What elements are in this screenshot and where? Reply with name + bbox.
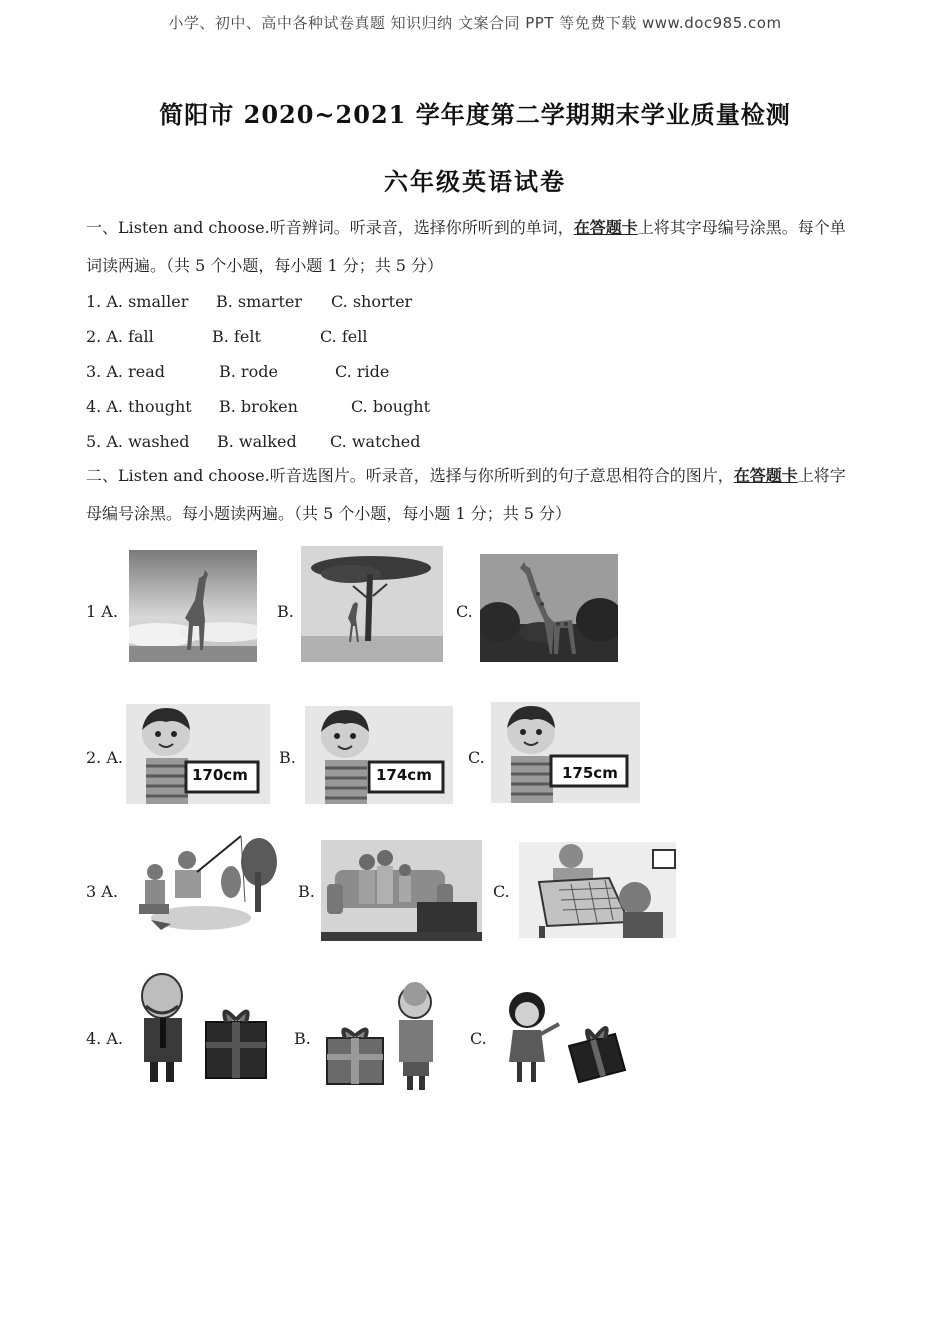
- section2-intro-line2: 母编号涂黑。每小题读两遍。（共 5 个小题，每小题 1 分；共 5 分）: [86, 504, 572, 523]
- section1-answer-card-emphasis: 在答题卡: [573, 218, 638, 237]
- grandpa-with-gift-picture: [136, 972, 270, 1084]
- exam-title: 简阳市 2020~2021 学年度第二学期期末学业质量检测: [159, 100, 791, 129]
- section1-intro-line2: 词读两遍。（共 5 个小题，每小题 1 分；共 5 分）: [86, 256, 444, 275]
- section1-instructions: [86, 209, 861, 285]
- q2-option-b: B. felt: [212, 327, 261, 346]
- row4-label-b: B.: [294, 1029, 311, 1048]
- q1-option-c: C. shorter: [331, 292, 413, 311]
- section2-intro-part1: 二、Listen and choose.听音选图片。听录音，选择与你所听到的句子意思相符合的图片，: [86, 466, 734, 485]
- family-fishing-picture: [131, 832, 280, 934]
- playing-chess-picture: [519, 842, 676, 938]
- exam-subtitle: 六年级英语试卷: [384, 167, 566, 196]
- row1-label-c: C.: [456, 602, 473, 621]
- boy-height-picture-c: [491, 702, 640, 803]
- site-header-banner: 小学、初中、高中各种试卷真题 知识归纳 文案合同 PPT 等免费下载 www.doc985.com: [168, 14, 782, 32]
- q4-option-b: B. broken: [219, 397, 298, 416]
- row2-label-a: 2. A.: [86, 748, 123, 767]
- q1-option-a: 1. A. smaller: [86, 292, 189, 311]
- q4-option-c: C. bought: [351, 397, 430, 416]
- row3-label-b: B.: [298, 882, 315, 901]
- row2-label-c: C.: [468, 748, 485, 767]
- height-tag-b: 174cm: [376, 766, 432, 784]
- section2-instructions: [86, 457, 861, 533]
- height-tag-a: 170cm: [192, 766, 248, 784]
- section2-intro-part2: 上将字: [797, 466, 846, 485]
- giraffe-under-tree-picture: [301, 546, 443, 662]
- section1-intro-part2: 上将其字母编号涂黑。每个单: [637, 218, 846, 237]
- height-tag-c: 175cm: [562, 764, 618, 782]
- q4-option-a: 4. A. thought: [86, 397, 192, 416]
- row3-label-a: 3 A.: [86, 882, 118, 901]
- q1-option-b: B. smarter: [216, 292, 303, 311]
- q2-option-c: C. fell: [320, 327, 368, 346]
- row3-label-c: C.: [493, 882, 510, 901]
- woman-with-gift-picture: [497, 990, 630, 1088]
- section2-answer-card-emphasis: 在答题卡: [733, 466, 798, 485]
- q3-option-b: B. rode: [219, 362, 278, 381]
- boy-height-picture-b: [305, 706, 453, 804]
- q5-option-c: C. watched: [330, 432, 421, 451]
- grandma-with-gift-picture: [323, 982, 446, 1092]
- row4-label-a: 4. A.: [86, 1029, 123, 1048]
- giraffe-in-grass-picture: [129, 550, 257, 662]
- q3-option-a: 3. A. read: [86, 362, 165, 381]
- q2-option-a: 2. A. fall: [86, 327, 154, 346]
- row1-label-a: 1 A.: [86, 602, 118, 621]
- row1-label-b: B.: [277, 602, 294, 621]
- family-watching-tv-picture: [321, 840, 482, 941]
- q3-option-c: C. ride: [335, 362, 390, 381]
- section1-intro-part1: 一、Listen and choose.听音辨词。听录音，选择你所听到的单词，: [86, 218, 574, 237]
- row2-label-b: B.: [279, 748, 296, 767]
- q5-option-a: 5. A. washed: [86, 432, 190, 451]
- boy-height-picture-a: [126, 704, 270, 804]
- row4-label-c: C.: [470, 1029, 487, 1048]
- q5-option-b: B. walked: [217, 432, 297, 451]
- giraffe-near-trees-picture: [480, 554, 618, 662]
